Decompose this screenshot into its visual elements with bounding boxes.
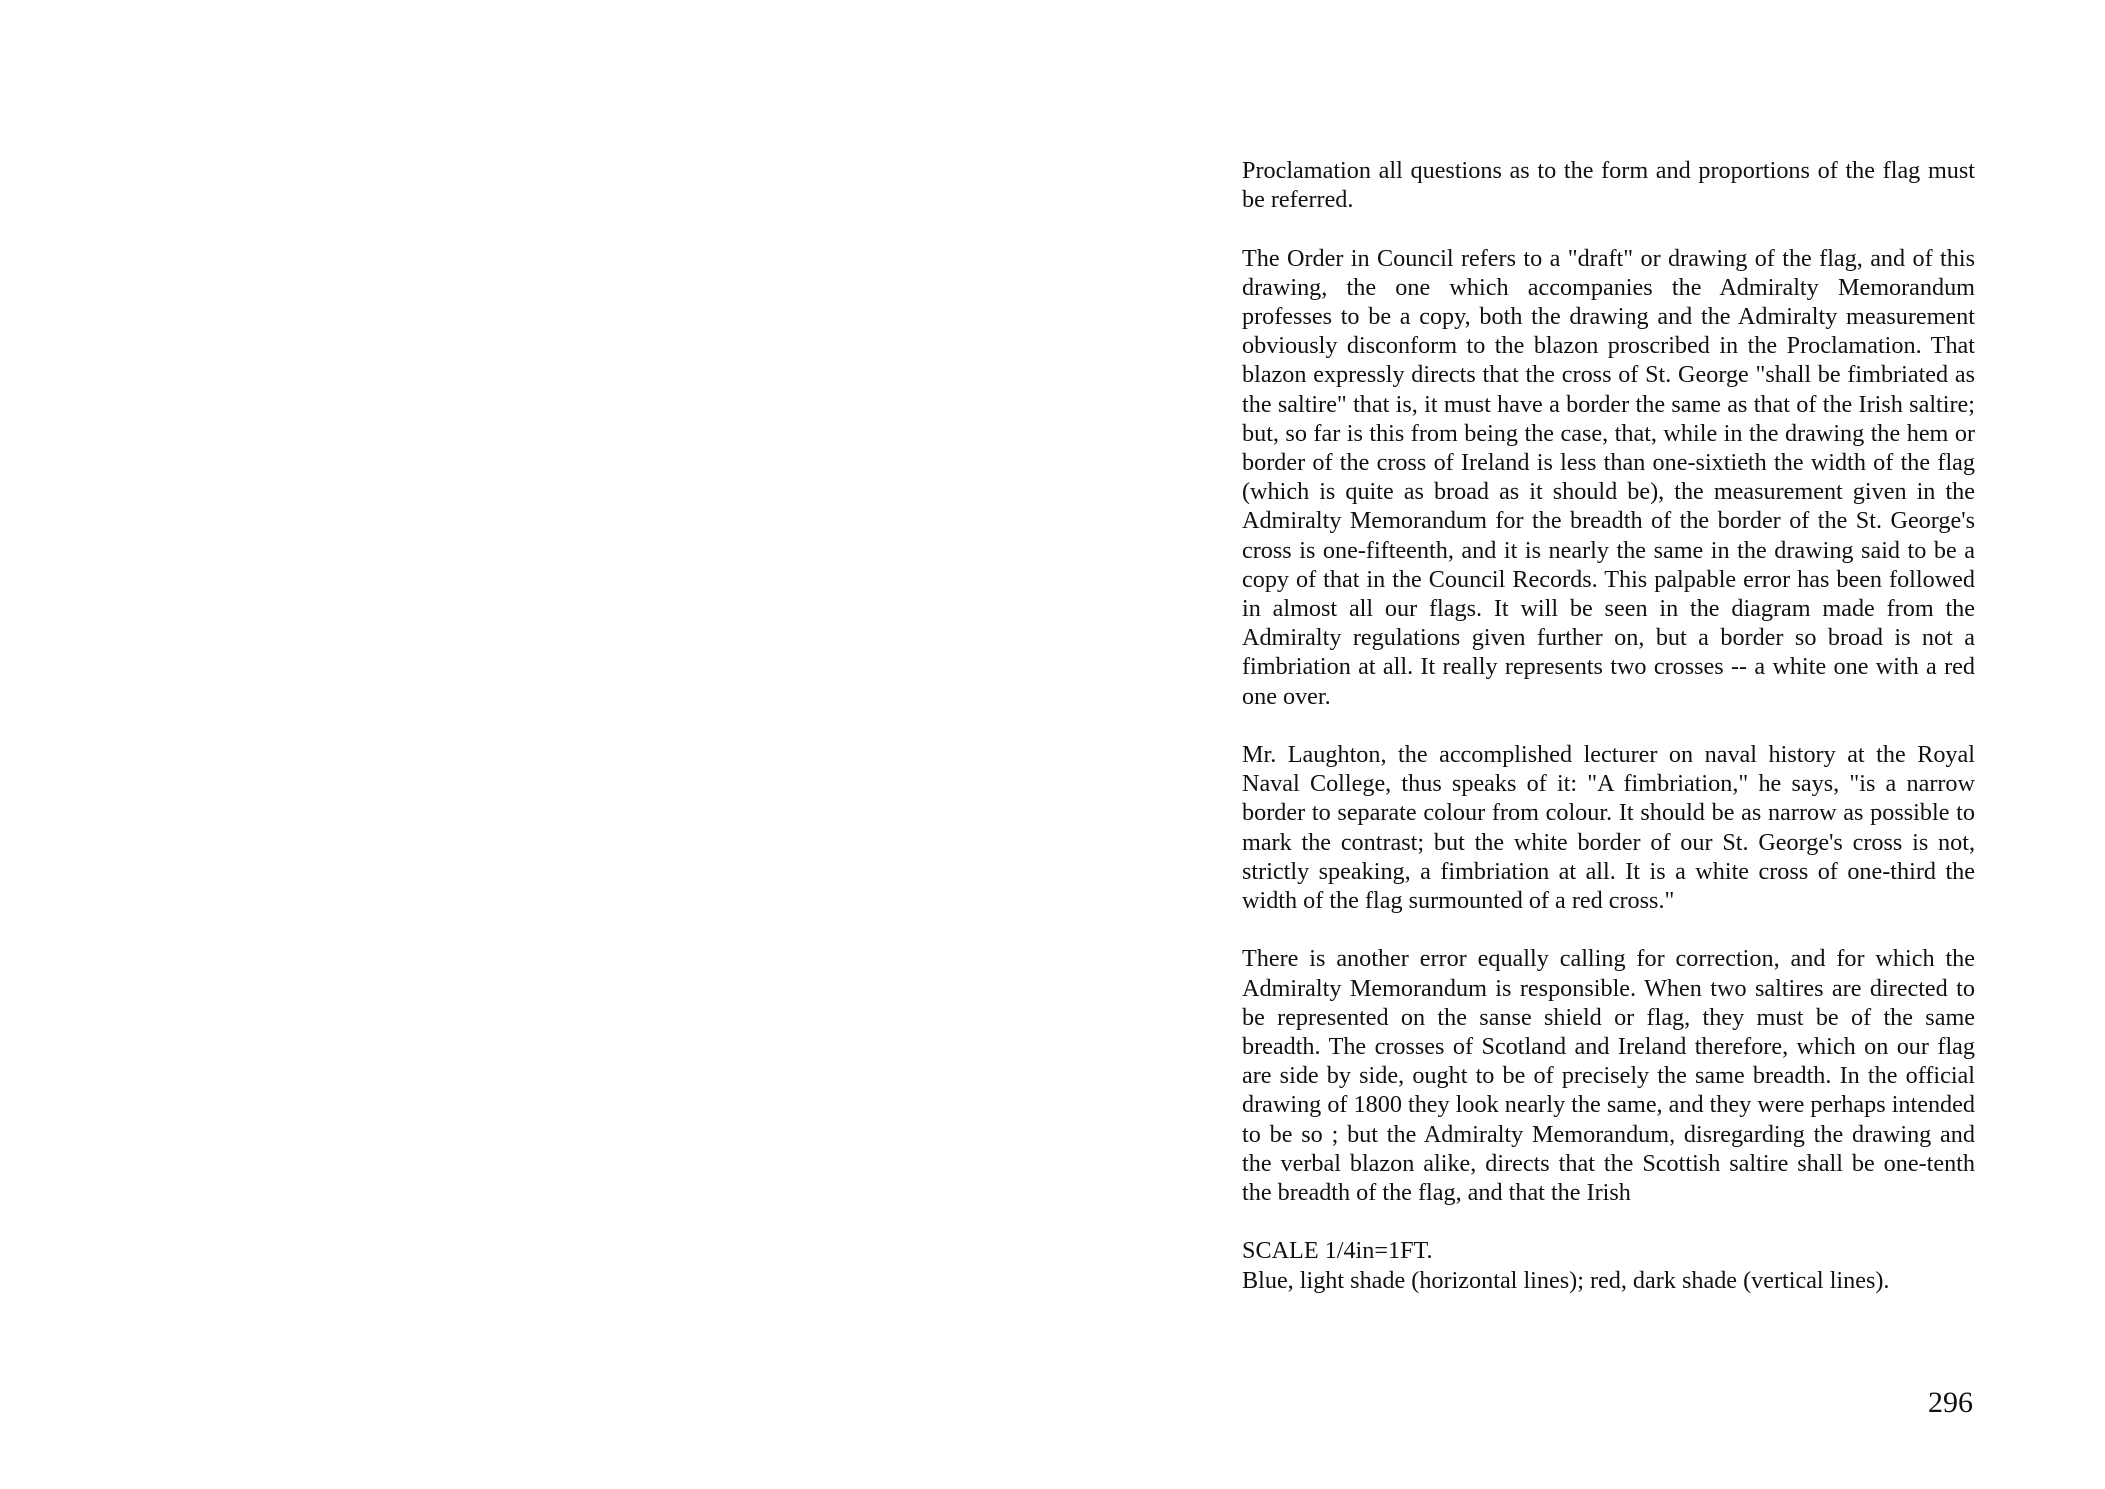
text-column: [1242, 156, 1975, 1295]
paragraph-1: Proclamation all questions as to the form and proportions of the flag must be referred.: [1242, 157, 1975, 214]
page-number: 296: [1928, 1386, 1973, 1419]
scale-caption: SCALE 1/4in=1FT.: [1242, 1237, 1433, 1265]
paragraph-2: The Order in Council refers to a "draft" or drawing of the flag, and of this drawing, the one which accompanies the Admiralty Memorandum professes to be a copy, both the drawing and the Admiralty measurement obviously disconform to the blazon proscribed in the Proclamation. That blazon expressly directs that the cross of St. George "shall be fimbriated as the saltire" that is, it must have a border the same as that of the Irish saltire; but, so far is this from being the case, that, while in the drawing the hem or border of the cross of Ireland is less than one-sixtieth the width of the flag (which is quite as broad as it should be), the measurement given in the Admiralty Memorandum for the breadth of the border of the St. George's cross is one-fifteenth, and it is nearly the same in the drawing said to be a copy of that in the Council Records. This palpable error has been followed in almost all our flags. It will be seen in the diagram made from the Admiralty regulations given further on, but a border so broad is not a fimbriation at all. It really represents two crosses -- a white one with a red one over.: [1242, 244, 1975, 710]
paragraph-3: Mr. Laughton, the accomplished lecturer on naval history at the Royal Naval College, thus speaks of it: "A fimbriation," he says, "is a narrow border to separate colour from colour. It should be as narrow as possible to mark the contrast; but the white border of our St. George's cross is not, strictly speaking, a fimbriation at all. It is a white cross of one-third the width of the flag surmounted of a red cross.": [1242, 741, 1975, 915]
figure-caption: [1242, 1236, 1975, 1294]
paragraph-4: There is another error equally calling for correction, and for which the Admiralty Memorandum is responsible. When two saltires are directed to be represented on the sanse shield or flag, they must be of the same breadth. The crosses of Scotland and Ireland therefore, which on our flag are side by side, ought to be of precisely the same breadth. In the official drawing of 1800 they look nearly the same, and they were perhaps intended to be so ; but the Admiralty Memorandum, disregarding the drawing and the verbal blazon alike, directs that the Scottish saltire shall be one-tenth the breadth of the flag, and that the Irish: [1242, 945, 1975, 1207]
legend-caption: Blue, light shade (horizontal lines); red, dark shade (vertical lines).: [1242, 1266, 1890, 1294]
